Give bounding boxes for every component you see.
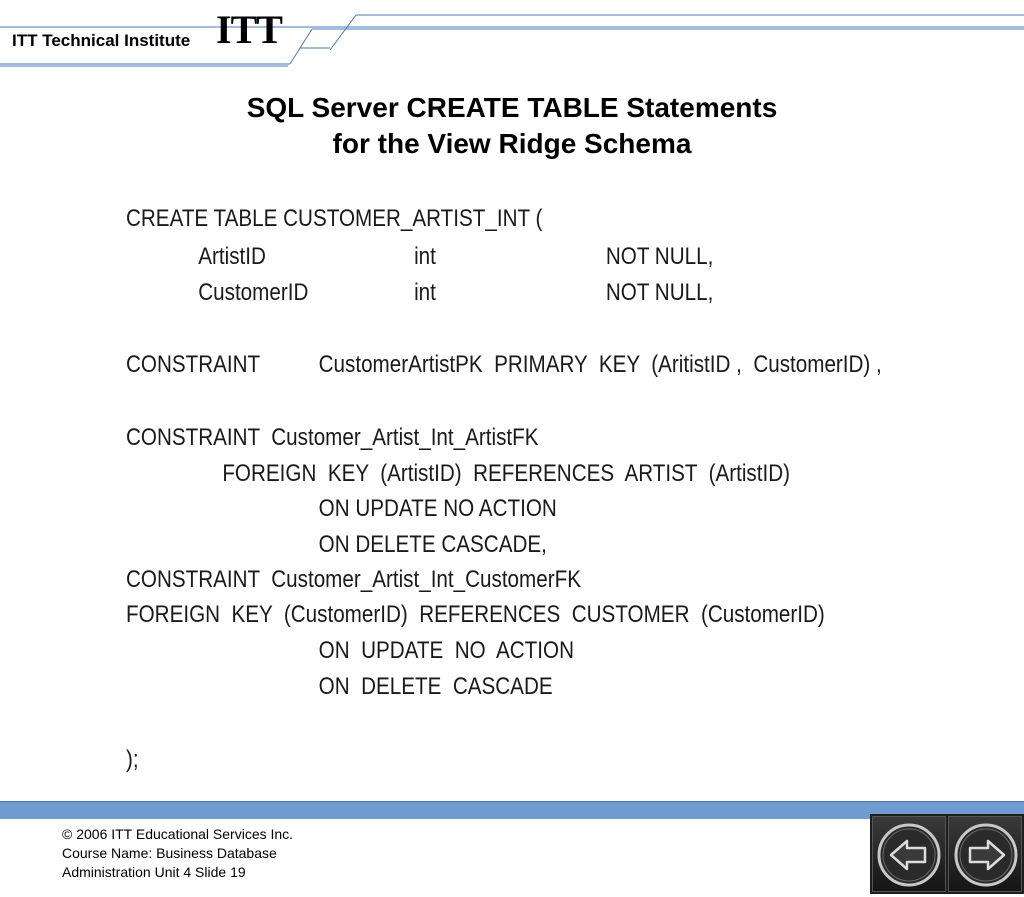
code-line: CONSTRAINT Customer_Artist_Int_ArtistFK — [126, 424, 539, 451]
code-column-name: ArtistID — [198, 243, 266, 270]
code-column-name: CustomerID — [198, 279, 309, 306]
code-line: FOREIGN KEY (ArtistID) REFERENCES ARTIST (ArtistID) — [222, 460, 791, 487]
code-line: ON DELETE CASCADE — [318, 673, 553, 700]
code-column-null: NOT NULL, — [605, 243, 714, 270]
code-line: ); — [126, 746, 139, 773]
code-column-type: int — [414, 279, 436, 306]
footer-line-3: Administration Unit 4 Slide 19 — [62, 864, 246, 880]
footer-line-1: © 2006 ITT Educational Services Inc. — [62, 826, 294, 842]
code-column-null: NOT NULL, — [605, 279, 714, 306]
footer-line-2: Course Name: Business Database — [62, 845, 277, 861]
slide-navigation — [870, 814, 1024, 894]
code-column-type: int — [414, 243, 436, 270]
code-keyword: CONSTRAINT — [126, 351, 261, 378]
code-line: ON UPDATE NO ACTION — [318, 495, 557, 522]
arrow-left-icon — [873, 817, 947, 893]
code-line: FOREIGN KEY (CustomerID) REFERENCES CUSTOMER (CustomerID) — [126, 601, 825, 628]
footer-copyright — [62, 825, 293, 882]
title-line-2: for the View Ridge Schema — [332, 128, 692, 159]
next-slide-button[interactable] — [948, 816, 1022, 892]
arrow-right-icon — [949, 817, 1023, 893]
previous-slide-button[interactable] — [872, 816, 946, 892]
code-line: CREATE TABLE CUSTOMER_ARTIST_INT ( — [126, 205, 543, 232]
brand-name: ITT Technical Institute — [12, 31, 191, 50]
title-line-1: SQL Server CREATE TABLE Statements — [246, 92, 778, 123]
sql-code-block — [126, 205, 882, 785]
slide-title — [0, 90, 1024, 162]
code-line: CONSTRAINT Customer_Artist_Int_CustomerFK — [126, 566, 581, 593]
code-line: ON UPDATE NO ACTION — [318, 637, 574, 664]
code-line: CustomerArtistPK PRIMARY KEY (AritistID , CustomerID) , — [318, 351, 882, 378]
itt-logo: ITT — [216, 7, 282, 52]
code-line: ON DELETE CASCADE, — [318, 531, 547, 558]
